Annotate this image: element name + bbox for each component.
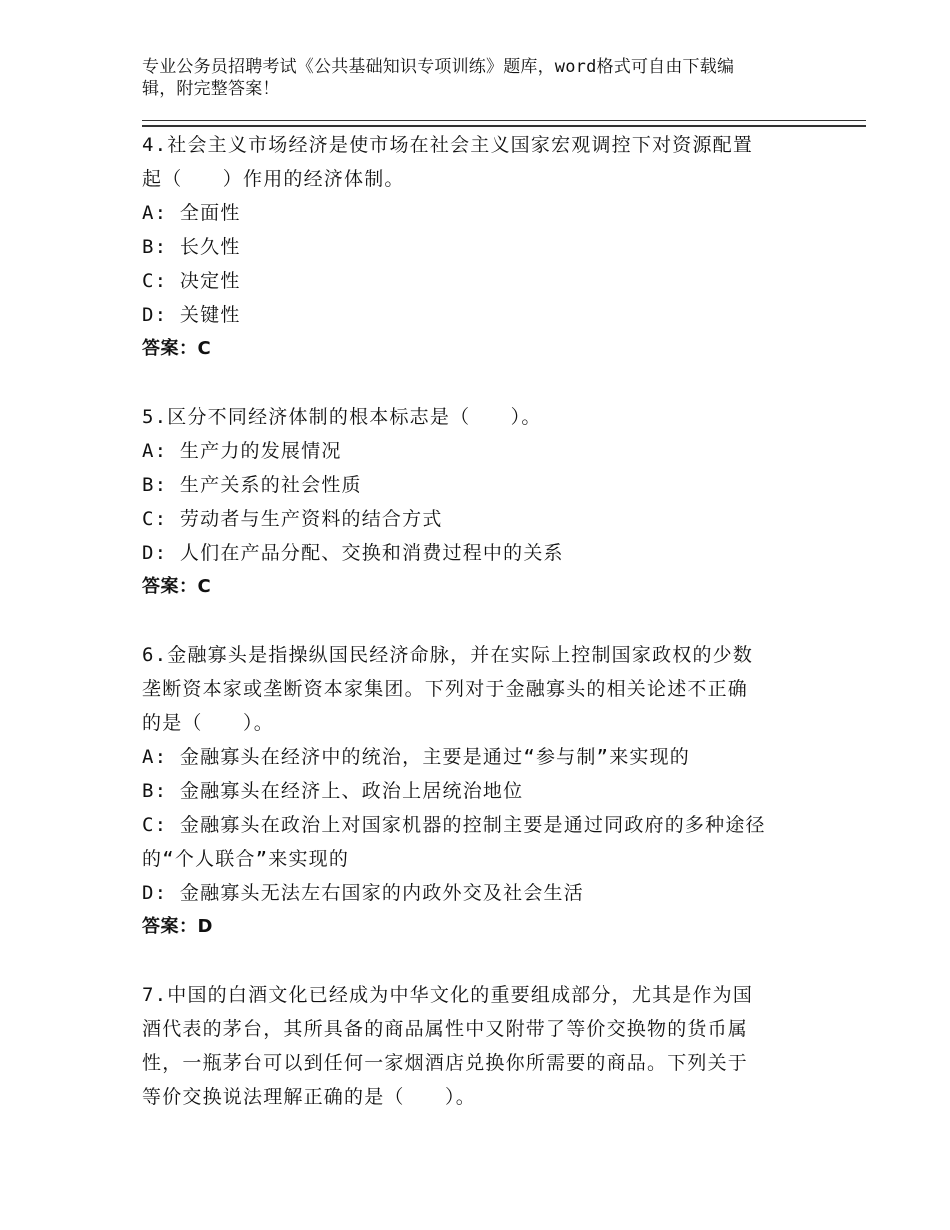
answer-key: 答案：C [142, 576, 212, 597]
question-stem-line: 6.金融寡头是指操纵国民经济命脉，并在实际上控制国家政权的少数 [142, 644, 754, 666]
question-stem-line: 的是（ ）。 [142, 712, 274, 734]
page-header [142, 56, 802, 100]
question-stem-line: 起（ ）作用的经济体制。 [142, 168, 405, 190]
answer-option: A: 全面性 [142, 202, 241, 224]
answer-option: B: 生产关系的社会性质 [142, 474, 362, 496]
question-stem-line: 5.区分不同经济体制的根本标志是（ ）。 [142, 406, 542, 428]
answer-key: 答案：D [142, 916, 213, 937]
question-stem-line: 7.中国的白酒文化已经成为中华文化的重要组成部分，尤其是作为国 [142, 984, 754, 1006]
answer-option: C: 劳动者与生产资料的结合方式 [142, 508, 443, 530]
question-block [142, 978, 822, 1114]
answer-option: A: 金融寡头在经济中的统治，主要是通过“参与制”来实现的 [142, 746, 690, 768]
question-stem-line: 性，一瓶茅台可以到任何一家烟酒店兑换你所需要的商品。下列关于 [142, 1052, 749, 1074]
question-stem-line: 等价交换说法理解正确的是（ ）。 [142, 1086, 476, 1108]
question-list [142, 128, 822, 1148]
question-stem-line: 垄断资本家或垄断资本家集团。下列对于金融寡头的相关论述不正确 [142, 678, 749, 700]
answer-key: 答案：C [142, 338, 212, 359]
answer-option: D: 金融寡头无法左右国家的内政外交及社会生活 [142, 882, 584, 904]
header-line: 辑，附完整答案！ [142, 79, 280, 99]
question-block [142, 638, 822, 944]
question-stem-line: 4.社会主义市场经济是使市场在社会主义国家宏观调控下对资源配置 [142, 134, 754, 156]
question-stem-line: 酒代表的茅台，其所具备的商品属性中又附带了等价交换物的货币属 [142, 1018, 749, 1040]
header-divider [142, 120, 866, 127]
answer-option: C: 金融寡头在政治上对国家机器的控制主要是通过同政府的多种途径 [142, 814, 766, 836]
answer-option: B: 金融寡头在经济上、政治上居统治地位 [142, 780, 524, 802]
answer-option: D: 人们在产品分配、交换和消费过程中的关系 [142, 542, 564, 564]
answer-option: D: 关键性 [142, 304, 241, 326]
question-block [142, 128, 822, 366]
document-page [142, 0, 868, 1230]
question-block [142, 400, 822, 604]
answer-option: A: 生产力的发展情况 [142, 440, 342, 462]
header-line: 专业公务员招聘考试《公共基础知识专项训练》题库，word格式可自由下载编 [142, 57, 735, 77]
answer-option: C: 决定性 [142, 270, 241, 292]
answer-option: B: 长久性 [142, 236, 241, 258]
answer-option: 的“个人联合”来实现的 [142, 848, 350, 870]
